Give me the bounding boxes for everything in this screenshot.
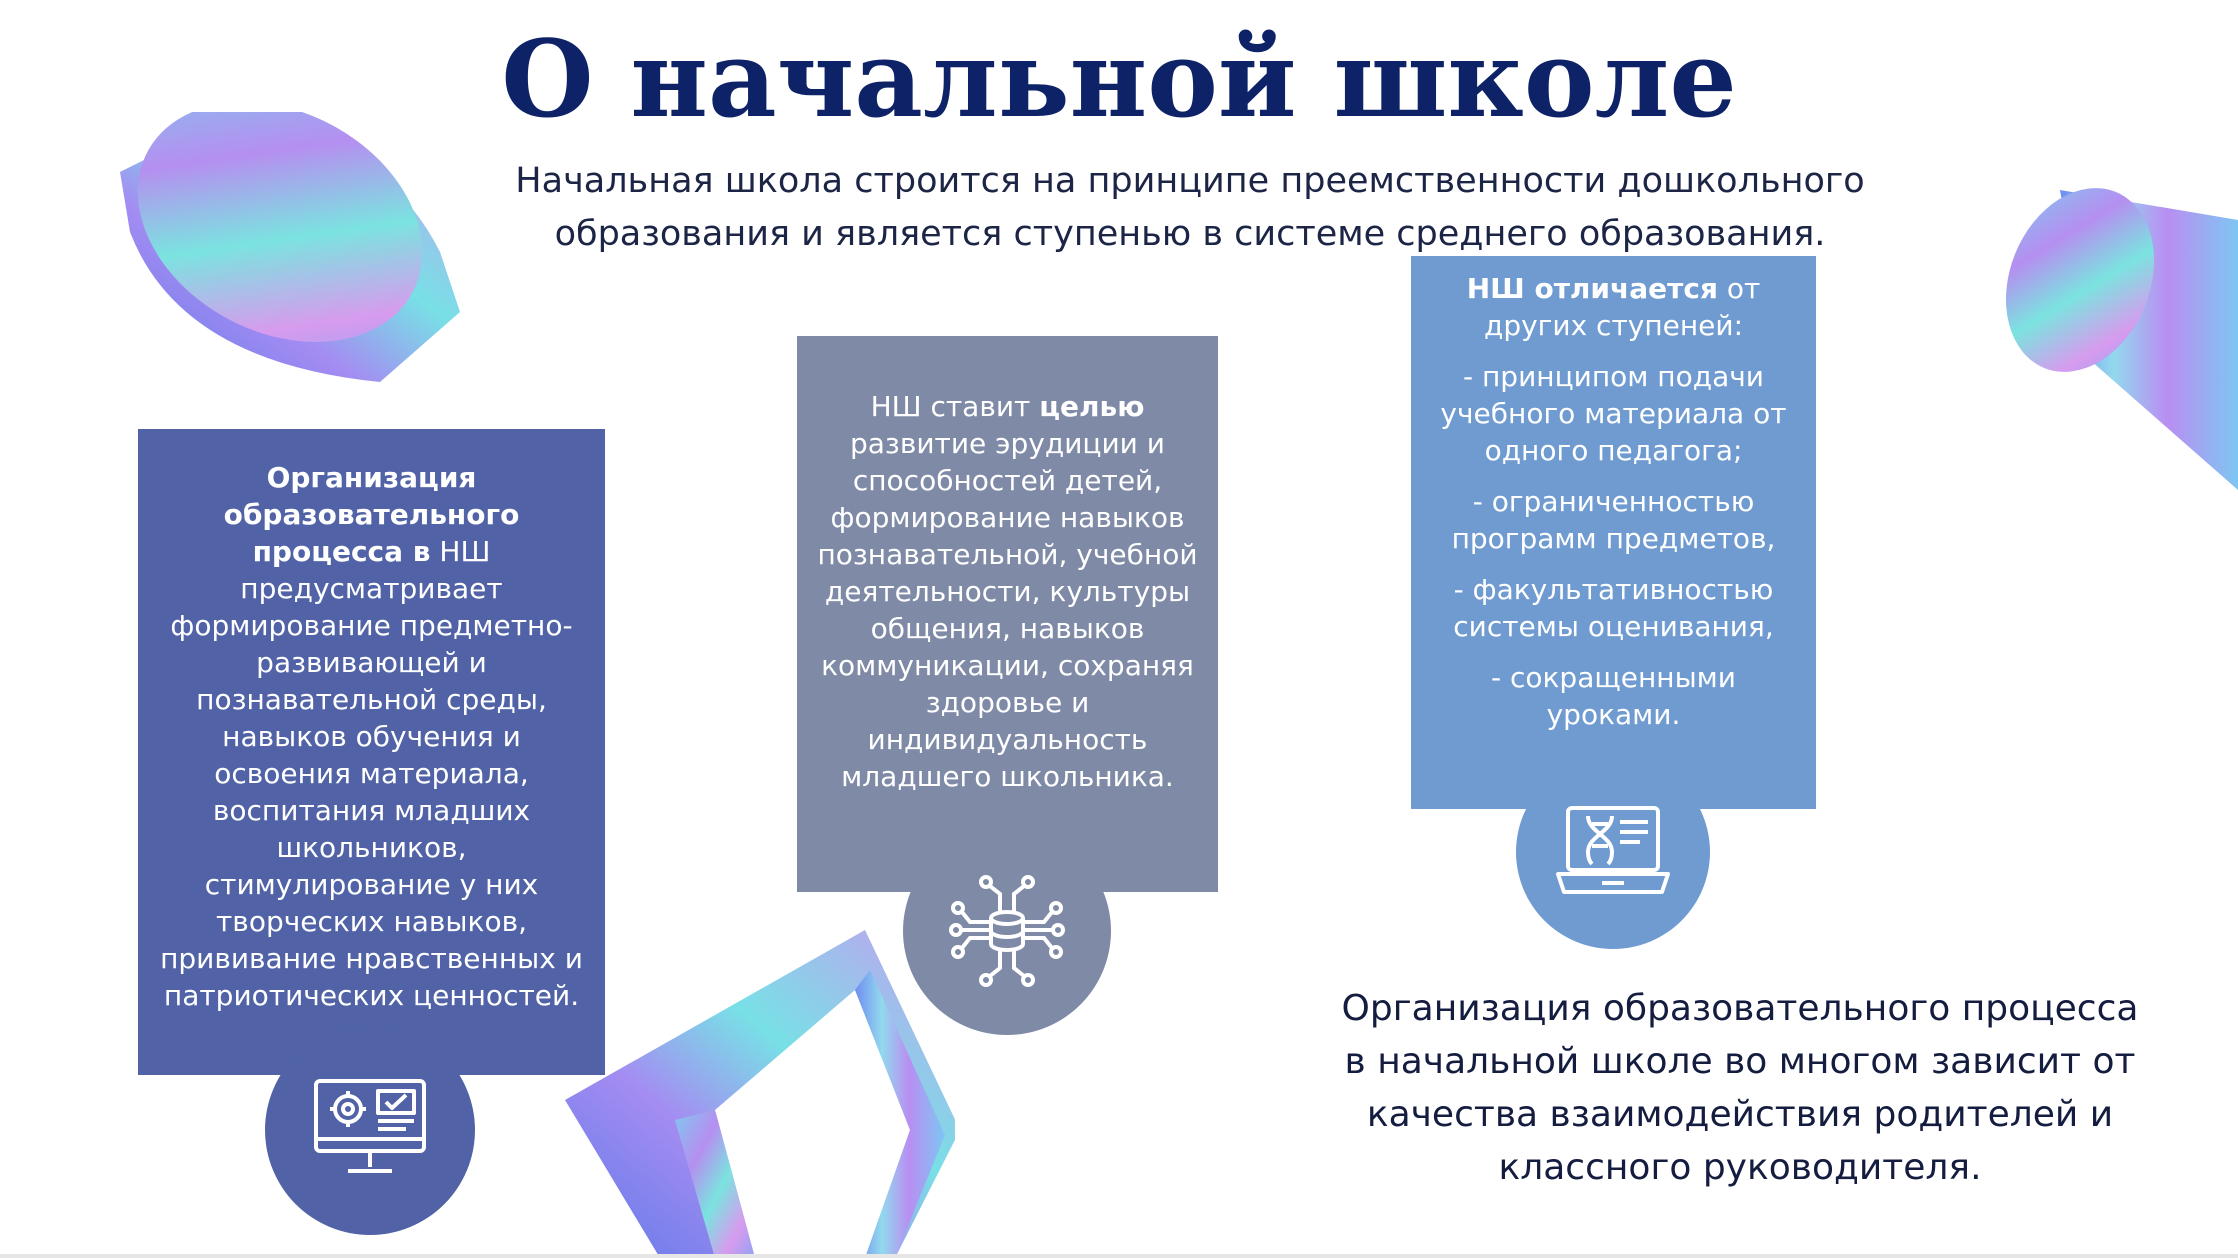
- differences-item: - принципом подачи учебного материала от одного педагога;: [1440, 360, 1787, 467]
- subtitle: [480, 155, 1900, 261]
- hologram-frame-decoration: [565, 930, 955, 1258]
- computer-settings-icon: [310, 1075, 430, 1185]
- slide-bottom-border: [0, 1254, 2238, 1258]
- subtitle-line-1: Начальная школа строится на принципе преемственности дошкольного: [515, 161, 1865, 201]
- page-title: О начальной школе: [501, 16, 1737, 141]
- goal-card-text: [811, 388, 1204, 795]
- conclusion-note: Организация образовательного процесса в начальной школе во многом зависит от качества взаимодействия родителей и классного руководителя.: [1341, 988, 2139, 1188]
- differences-card-heading: НШ отличается: [1466, 272, 1718, 305]
- goal-card-body: развитие эрудиции и способностей детей, формирование навыков познавательной, учебной деятельности, культуры общения, навыков коммуникации, сохраняя здоровье и индивидуальность младшего школьника.: [817, 427, 1198, 793]
- chip-database-icon: [948, 872, 1066, 990]
- organization-card-heading: Организация образовательного процесса в: [223, 461, 520, 568]
- differences-card-text: [1421, 270, 1806, 733]
- organization-card: [138, 429, 605, 1075]
- goal-card-heading: целью: [1039, 390, 1145, 423]
- subtitle-line-2: образования и является ступенью в системе среднего образования.: [554, 214, 1826, 254]
- laptop-dna-circle: [1516, 755, 1710, 949]
- differences-card-intro: [1421, 270, 1806, 344]
- laptop-dna-icon: [1554, 802, 1672, 902]
- computer-settings-circle: [265, 1025, 475, 1235]
- differences-item: - ограниченностью программ предметов,: [1451, 485, 1776, 555]
- differences-item: - сокращенными уроками.: [1490, 661, 1736, 731]
- hologram-disc-decoration: [100, 112, 470, 392]
- chip-database-circle: [903, 827, 1111, 1035]
- differences-card: [1411, 256, 1816, 809]
- organization-card-text: [152, 459, 591, 1014]
- goal-card-prefix: НШ ставит: [870, 390, 1040, 423]
- differences-card-lead: от других ступеней:: [1483, 272, 1761, 342]
- differences-item: - факультативностью системы оценивания,: [1453, 573, 1774, 643]
- hologram-cylinder-decoration: [2000, 180, 2238, 500]
- organization-card-body: НШ предусматривает формирование предметно-развивающей и познавательной среды, навыков обучения и освоения материала, воспитания младших школьников, стимулирование у них творческих навыков, прививание нравственных и патриотических ценностей.: [160, 535, 583, 1012]
- goal-card: [797, 336, 1218, 892]
